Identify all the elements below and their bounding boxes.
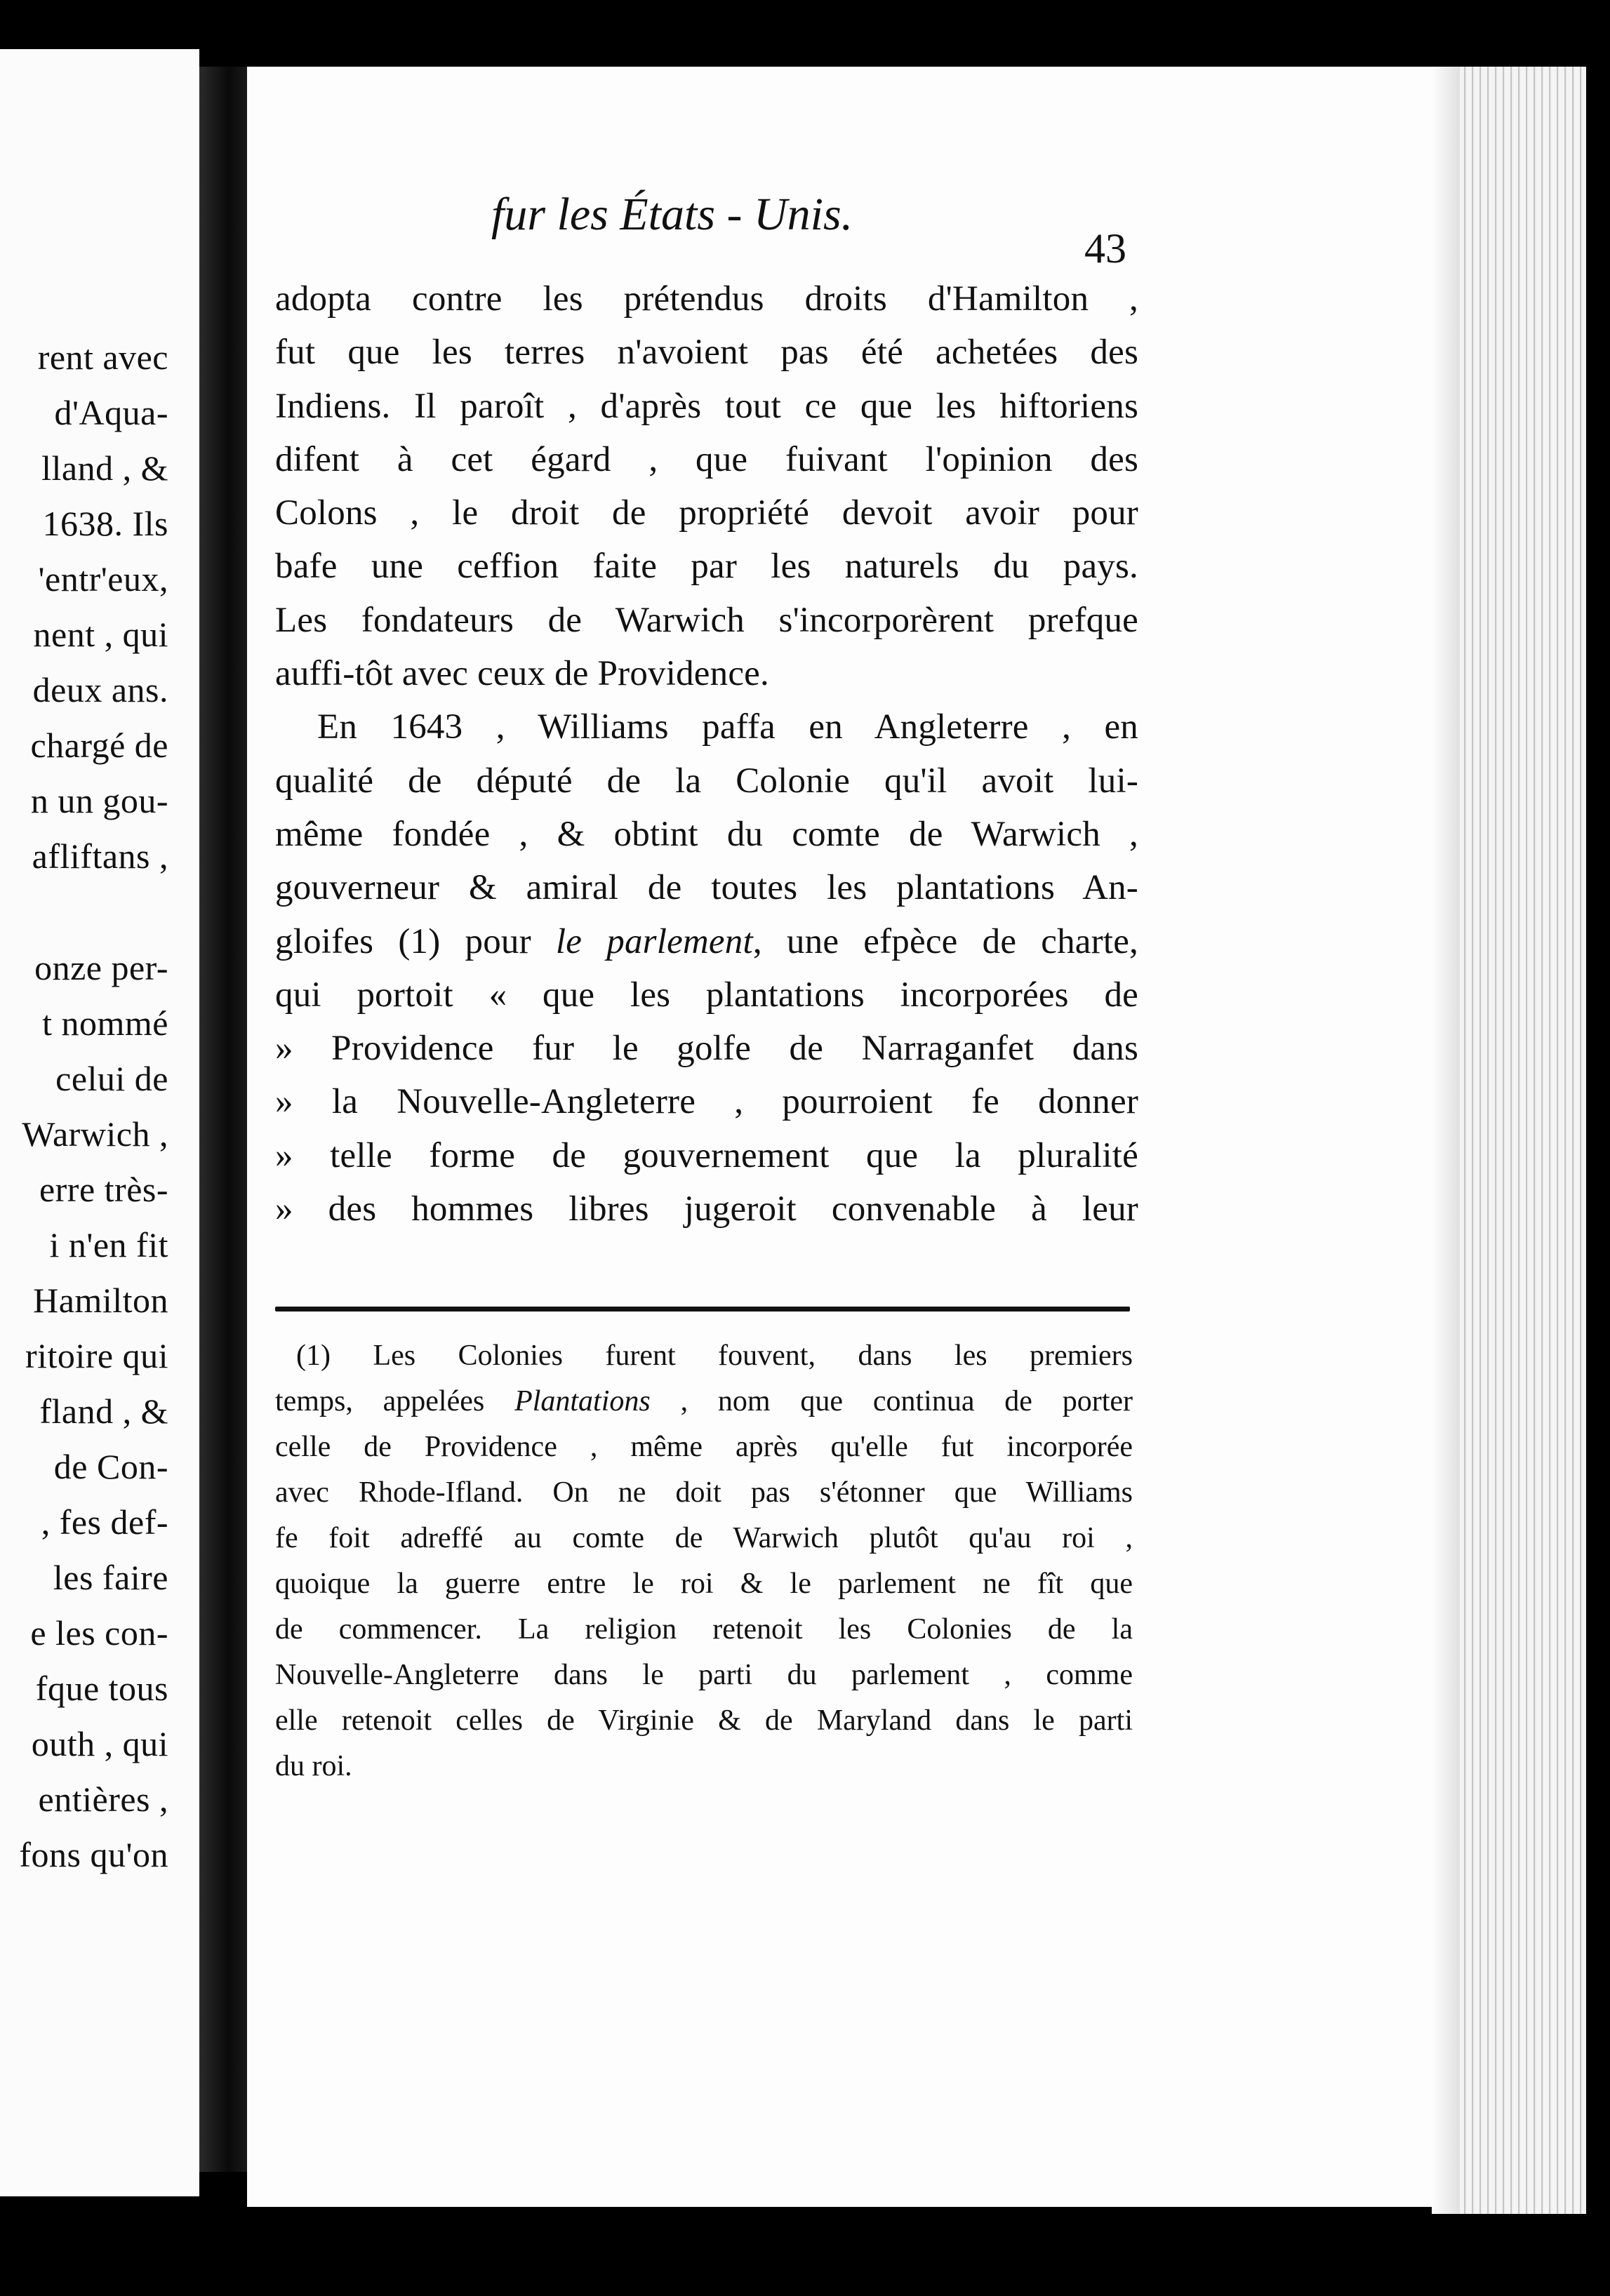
body-line: Colons , le droit de propriété devoit avoir pour [275, 493, 1138, 533]
body-line: » des hommes libres jugeroit convenable à leur [275, 1189, 1138, 1229]
left-page-text [19, 330, 168, 1883]
left-page-fragment [0, 49, 199, 2196]
footnote-italic-word: Plantations [514, 1385, 651, 1417]
left-line: Warwich , [22, 1114, 168, 1154]
left-line: rent avec [37, 338, 168, 377]
left-line: chargé de [30, 726, 168, 765]
left-line: e les con- [30, 1613, 168, 1653]
body-line: qualité de député de la Colonie qu'il avoit lui- [275, 761, 1138, 801]
left-line: afliftans , [32, 836, 168, 876]
page-block-edges [1460, 67, 1586, 2214]
left-line: fque tous [35, 1669, 168, 1708]
footnote-line: celle de Providence , même après qu'elle fut incorporée [275, 1431, 1133, 1463]
left-line: , fes def- [41, 1502, 168, 1542]
left-line: n un gou- [30, 781, 168, 820]
body-text [275, 272, 1138, 1236]
left-line: entières , [38, 1780, 168, 1819]
footnote-line: quoique la guerre entre le roi & le parlement ne fît que [275, 1568, 1133, 1600]
left-line: onze per- [34, 948, 168, 987]
body-line: adopta contre les prétendus droits d'Hamilton , [275, 279, 1138, 319]
footnote-line: du roi. [275, 1750, 352, 1782]
footnote-line: Nouvelle-Angleterre dans le parti du parlement , comme [275, 1659, 1133, 1691]
footnote-rule [275, 1307, 1130, 1311]
footnote-line-with-italic [275, 1379, 1133, 1424]
body-line: Indiens. Il paroît , d'après tout ce que les hiftoriens [275, 386, 1138, 426]
body-line: » Providence fur le golfe de Narraganfet dans [275, 1029, 1138, 1069]
body-line: difent à cet égard , que fuivant l'opinion des [275, 439, 1138, 479]
book-gutter [199, 67, 248, 2172]
body-line: qui portoit « que les plantations incorporées de [275, 975, 1138, 1015]
body-line: En 1643 , Williams paffa en Angleterre , en [317, 707, 1138, 747]
left-line: i n'en fit [49, 1225, 168, 1264]
body-line: Les fondateurs de Warwich s'incorporèrent prefque [275, 600, 1138, 640]
footnote-line: fe foit adreffé au comte de Warwich plutôt qu'au roi , [275, 1522, 1133, 1554]
left-line: Hamilton [33, 1281, 168, 1320]
body-line: même fondée , & obtint du comte de Warwich , [275, 814, 1138, 854]
body-line-head: gloifes (1) pour [275, 921, 531, 961]
left-line: 'entr'eux, [38, 559, 168, 599]
footnote-line: (1) Les Colonies furent fouvent, dans les premiers [296, 1340, 1133, 1372]
left-line: 1638. Ils [42, 504, 168, 543]
left-line: nent , qui [33, 615, 168, 654]
body-line: fut que les terres n'avoient pas été achetées des [275, 333, 1138, 373]
footnote-line: avec Rhode-Ifland. On ne doit pas s'étonner que Williams [275, 1476, 1133, 1509]
footnote-line-head: temps, appelées [275, 1385, 485, 1417]
footnote-line-tail: , nom que continua de porter [680, 1385, 1133, 1417]
left-line: celui de [55, 1059, 168, 1098]
body-line: gouverneur & amiral de toutes les plantations An- [275, 868, 1138, 908]
left-line: d'Aqua- [54, 393, 168, 432]
left-line: lland , & [41, 448, 168, 488]
left-line: outh , qui [31, 1724, 168, 1763]
body-line-with-italic [275, 915, 1138, 968]
body-line: auffi-tôt avec ceux de Providence. [275, 654, 769, 694]
left-line: deux ans. [32, 670, 168, 709]
body-line: » la Nouvelle-Angleterre , pourroient fe donner [275, 1082, 1138, 1122]
left-line: les faire [53, 1558, 168, 1597]
left-line: ritoire qui [25, 1336, 168, 1375]
left-line: erre très- [39, 1170, 168, 1209]
footnote-line: de commencer. La religion retenoit les Colonies de la [275, 1613, 1133, 1646]
body-line: » telle forme de gouvernement que la pluralité [275, 1135, 1138, 1175]
left-line: fland , & [39, 1391, 168, 1431]
running-head: fur les États - Unis. [491, 189, 853, 240]
body-line-tail: , une efpèce de charte, [752, 921, 1138, 961]
body-line: bafe une ceffion faite par les naturels du pays. [275, 547, 1138, 587]
left-line: t nommé [42, 1003, 168, 1043]
italic-phrase: le parlement [555, 921, 753, 961]
left-line: fons qu'on [19, 1835, 168, 1874]
left-line: de Con- [53, 1447, 168, 1486]
footnote [275, 1333, 1133, 1789]
page-number: 43 [1084, 225, 1126, 272]
footnote-line: elle retenoit celles de Virginie & de Maryland dans le parti [275, 1704, 1133, 1737]
